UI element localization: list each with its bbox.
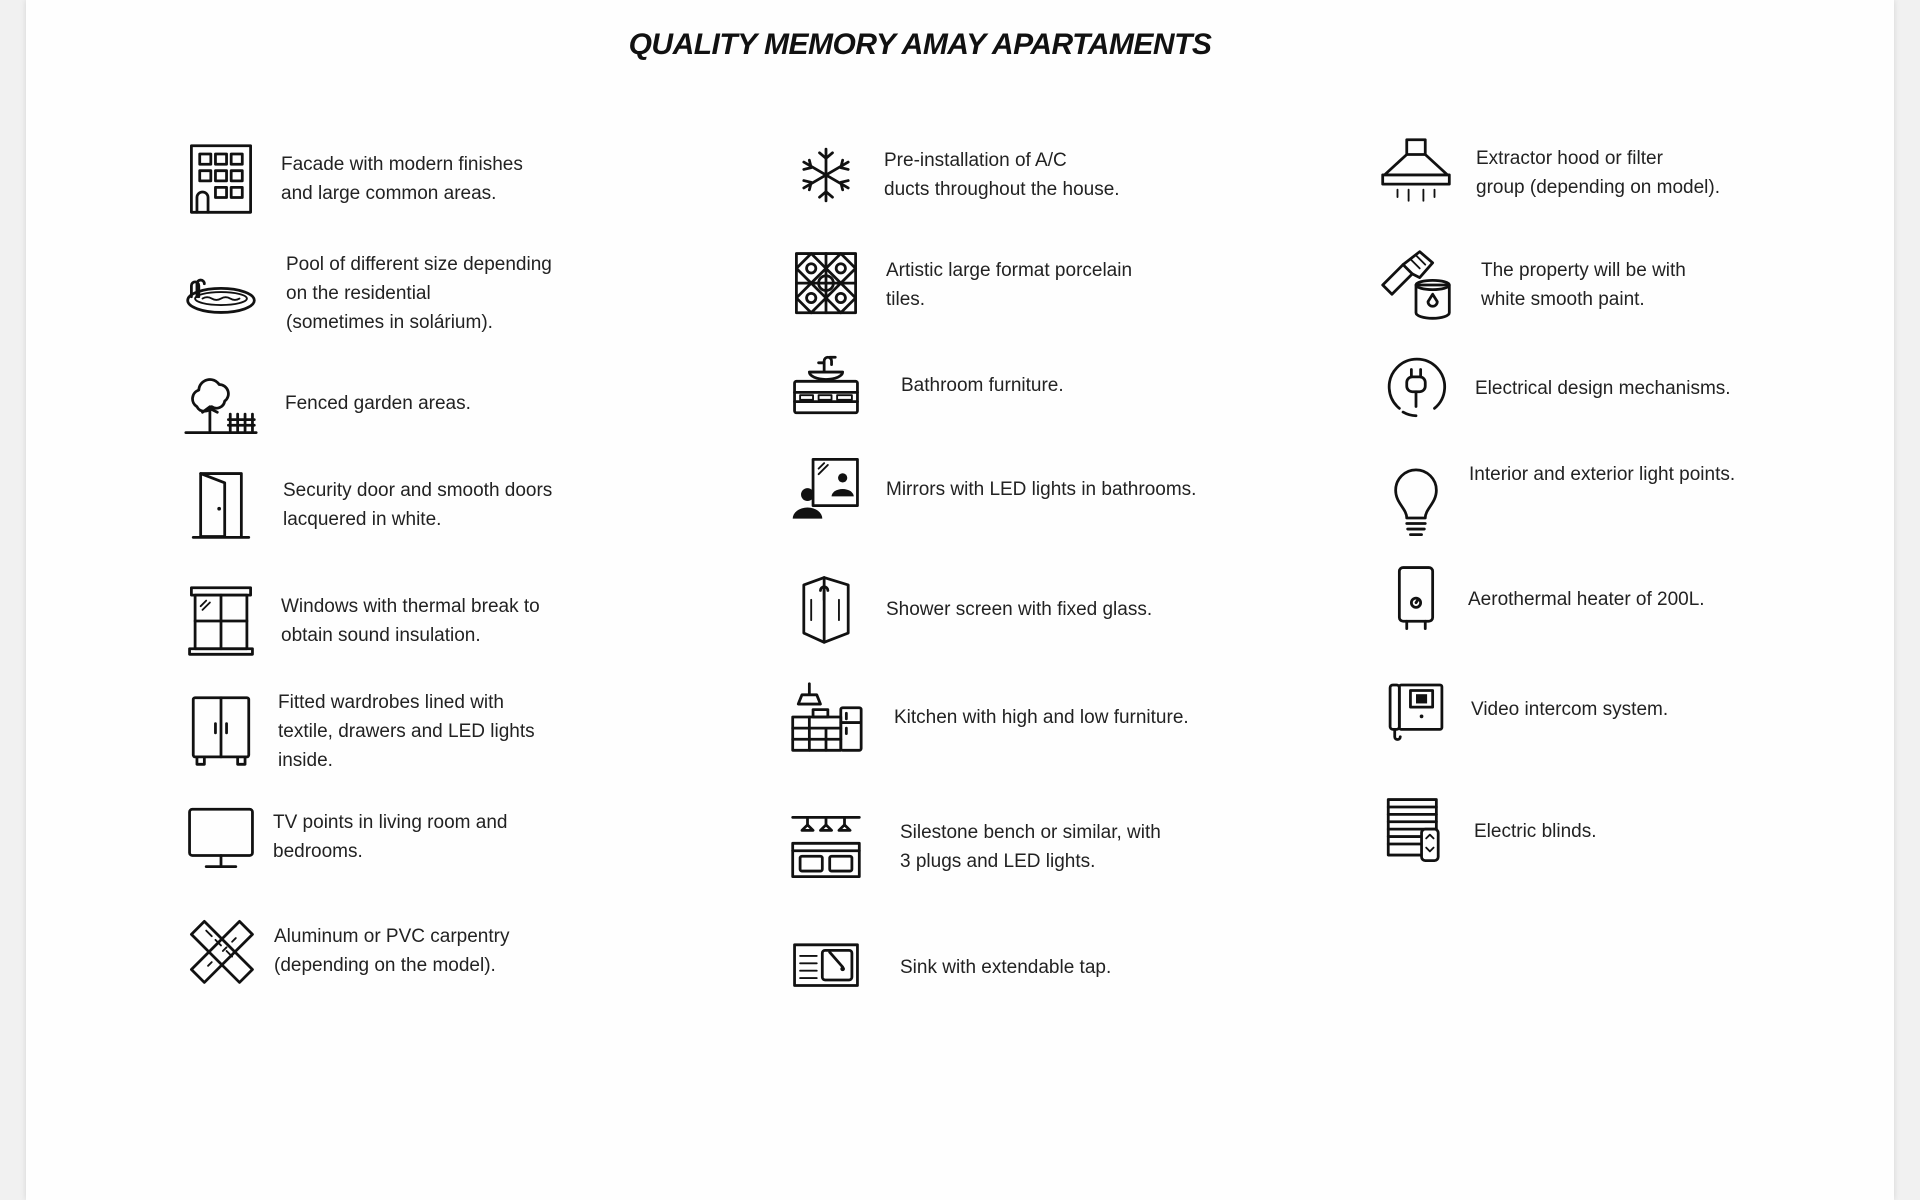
sink-icon xyxy=(786,922,866,1012)
item-text: Silestone bench or similar, with 3 plugs and LED lights. xyxy=(900,822,1161,872)
list-item xyxy=(1376,786,1920,876)
list-item xyxy=(181,906,741,996)
bulb-icon xyxy=(1376,460,1456,550)
item-text: Extractor hood or filter group (depending on model). xyxy=(1476,148,1721,198)
list-item xyxy=(1376,460,1920,550)
list-item xyxy=(1376,128,1920,218)
item-text: Electrical design mechanisms. xyxy=(1475,377,1731,399)
list-item xyxy=(786,130,1346,220)
list-item xyxy=(786,240,1346,330)
list-item xyxy=(1376,554,1920,644)
item-text: Sink with extendable tap. xyxy=(900,956,1112,978)
kitchen-icon xyxy=(786,672,866,762)
list-item xyxy=(1376,664,1920,754)
garden-icon xyxy=(181,358,261,448)
list-item xyxy=(786,444,1346,534)
list-item xyxy=(181,248,741,338)
item-text: Aerothermal heater of 200L. xyxy=(1468,588,1705,610)
mirror-icon xyxy=(786,444,866,534)
item-text: TV points in living room and bedrooms. xyxy=(273,812,508,862)
plug-icon xyxy=(1376,343,1456,433)
document-page xyxy=(26,0,1894,1200)
item-text: Fitted wardrobes lined with textile, drawers and LED lights inside. xyxy=(278,691,535,771)
item-text: Pool of different size depending on the residential (sometimes in solárium). xyxy=(286,253,552,333)
list-item xyxy=(786,340,1346,430)
list-item xyxy=(181,460,741,550)
item-text: Mirrors with LED lights in bathrooms. xyxy=(886,478,1197,500)
item-text: Fenced garden areas. xyxy=(285,392,471,414)
list-item xyxy=(786,672,1346,762)
item-text: Security door and smooth doors lacquered in white. xyxy=(283,480,553,530)
list-item xyxy=(786,802,1346,892)
heater-icon xyxy=(1376,554,1456,644)
window-icon xyxy=(181,576,261,666)
item-text: Artistic large format porcelain tiles. xyxy=(886,260,1133,310)
shower-icon xyxy=(786,564,866,654)
door-icon xyxy=(181,460,261,550)
blinds-icon xyxy=(1376,786,1456,876)
list-item xyxy=(181,792,741,882)
carpentry-icon xyxy=(181,906,261,996)
item-text: Pre-installation of A/C ducts throughout the house. xyxy=(884,150,1120,200)
item-text: Windows with thermal break to obtain sound insulation. xyxy=(281,596,540,646)
bench-icon xyxy=(786,802,866,892)
intercom-icon xyxy=(1376,664,1456,754)
item-text: The property will be with white smooth paint. xyxy=(1481,260,1686,310)
tiles-icon xyxy=(786,240,866,330)
pool-icon xyxy=(181,248,261,338)
list-item xyxy=(181,358,741,448)
item-text: Electric blinds. xyxy=(1474,820,1597,842)
list-item xyxy=(786,922,1346,1012)
item-text: Bathroom furniture. xyxy=(901,374,1064,396)
item-text: Kitchen with high and low furniture. xyxy=(894,706,1189,728)
extractor-hood-icon xyxy=(1376,128,1456,218)
list-item xyxy=(786,564,1346,654)
paint-icon xyxy=(1376,240,1456,330)
item-text: Video intercom system. xyxy=(1471,698,1669,720)
item-text: Facade with modern finishes and large common areas. xyxy=(281,154,523,204)
list-item xyxy=(181,134,741,224)
list-item xyxy=(181,686,741,776)
snowflake-icon xyxy=(786,130,866,220)
item-text: Aluminum or PVC carpentry (depending on the model). xyxy=(274,926,510,976)
building-icon xyxy=(181,134,261,224)
list-item xyxy=(1376,240,1920,330)
tv-icon xyxy=(181,792,261,882)
item-text: Interior and exterior light points. xyxy=(1469,464,1736,485)
list-item xyxy=(1376,343,1920,433)
item-text: Shower screen with fixed glass. xyxy=(886,598,1153,620)
wardrobe-icon xyxy=(181,686,261,776)
list-item xyxy=(181,576,741,666)
bathroom-furniture-icon xyxy=(786,340,866,430)
page-title: QUALITY MEMORY AMAY APARTAMENTS xyxy=(628,28,1212,61)
